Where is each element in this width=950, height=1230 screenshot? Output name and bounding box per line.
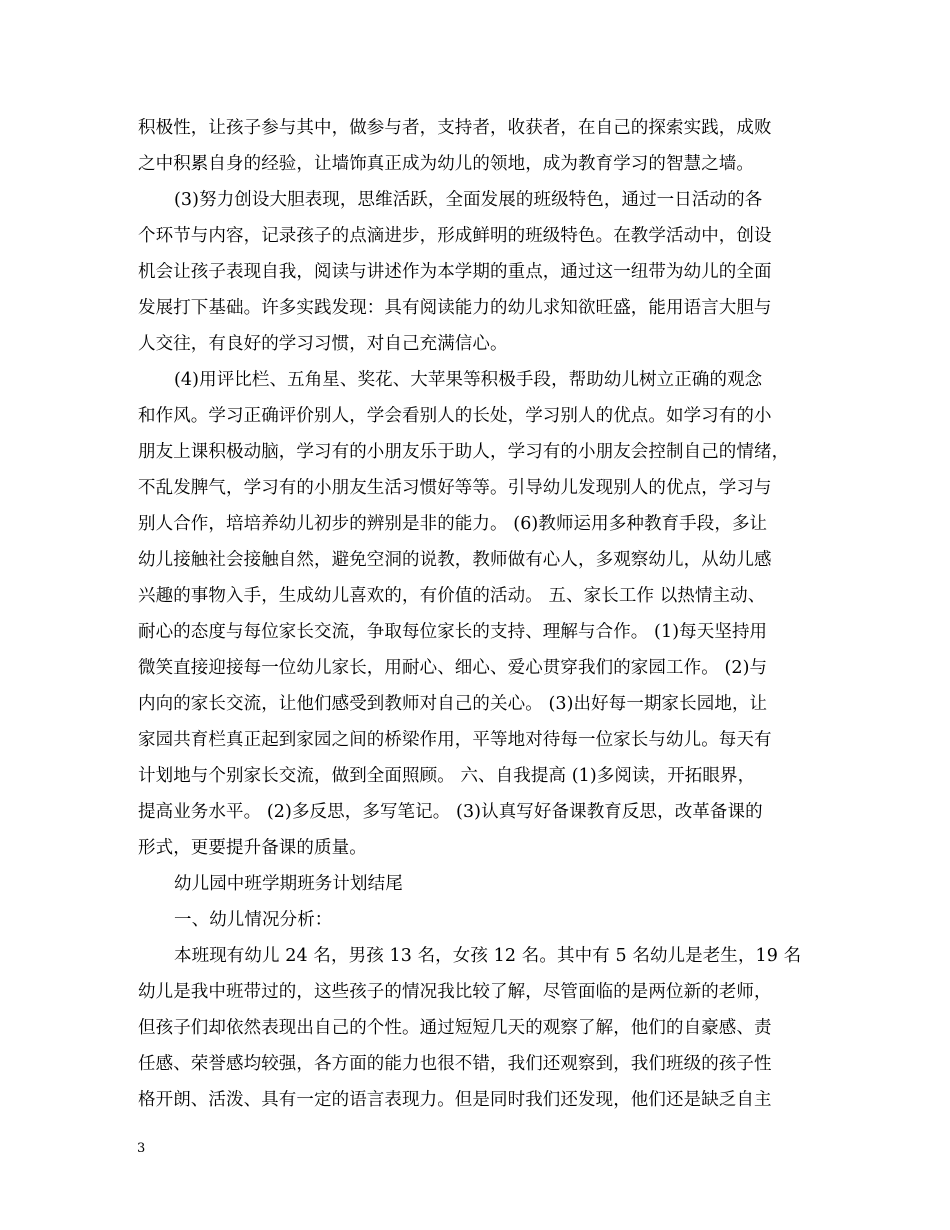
- body-text-line: 幼儿是我中班带过的，这些孩子的情况我比较了解，尽管面临的是两位新的老师，: [138, 982, 772, 1002]
- body-text-line: 家园共育栏真正起到家园之间的桥梁作用，平等地对待每一位家长与幼儿。每天有: [138, 730, 772, 750]
- body-text-line: 格开朗、活泼、具有一定的语言表现力。但是同时我们还发现，他们还是缺乏自主: [138, 1090, 772, 1110]
- body-text-line: 不乱发脾气，学习有的小朋友生活习惯好等等。引导幼儿发现别人的优点，学习与: [138, 478, 772, 498]
- body-text-line: 个环节与内容，记录孩子的点滴进步，形成鲜明的班级特色。在教学活动中，创设: [138, 226, 772, 246]
- body-text-line: 提高业务水平。 (2)多反思，多写笔记。 (3)认真写好备课教育反思，改革备课的: [138, 802, 763, 822]
- section-heading: 幼儿园中班学期班务计划结尾: [174, 874, 403, 894]
- body-text-line: 兴趣的事物入手，生成幼儿喜欢的，有价值的活动。 五、家长工作 以热情主动、: [138, 586, 766, 606]
- body-text-line: 发展打下基础。许多实践发现：具有阅读能力的幼儿求知欲旺盛，能用语言大胆与: [138, 298, 772, 318]
- body-text-line: 别人合作，培培养幼儿初步的辨别是非的能力。 (6)教师运用多种教育手段，多让: [138, 514, 768, 534]
- body-text-line: 形式，更要提升备课的质量。: [138, 838, 367, 858]
- section-subheading: 一、幼儿情况分析：: [174, 910, 333, 930]
- body-text-line: 计划地与个别家长交流，做到全面照顾。 六、自我提高 (1)多阅读，开拓眼界，: [138, 766, 756, 786]
- body-text-line: 之中积累自身的经验，让墙饰真正成为幼儿的领地，成为教育学习的智慧之墙。: [138, 154, 754, 174]
- body-text-line: 积极性，让孩子参与其中，做参与者，支持者，收获者，在自己的探索实践，成败: [138, 118, 772, 138]
- body-text-line: 本班现有幼儿 24 名，男孩 13 名，女孩 12 名。其中有 5 名幼儿是老生，19 名: [174, 946, 802, 966]
- body-text-line: 机会让孩子表现自我，阅读与讲述作为本学期的重点，通过这一纽带为幼儿的全面: [138, 262, 772, 282]
- body-text-line: 内向的家长交流，让他们感受到教师对自己的关心。 (3)出好每一期家长园地，让: [138, 694, 768, 714]
- page-number: 3: [137, 1141, 146, 1156]
- body-text-line: 人交往，有良好的学习习惯，对自己充满信心。: [138, 334, 508, 354]
- body-text-line: 微笑直接迎接每一位幼儿家长，用耐心、细心、爱心贯穿我们的家园工作。 (2)与: [138, 658, 768, 678]
- body-text-line: (4)用评比栏、五角星、奖花、大苹果等积极手段，帮助幼儿树立正确的观念: [174, 370, 763, 390]
- body-text-line: (3)努力创设大胆表现，思维活跃，全面发展的班级特色，通过一日活动的各: [174, 190, 763, 210]
- body-text-line: 但孩子们却依然表现出自己的个性。通过短短几天的观察了解，他们的自豪感、责: [138, 1018, 772, 1038]
- body-text-line: 任感、荣誉感均较强，各方面的能力也很不错，我们还观察到，我们班级的孩子性: [138, 1054, 772, 1074]
- body-text-line: 耐心的态度与每位家长交流，争取每位家长的支持、理解与合作。 (1)每天坚持用: [138, 622, 768, 642]
- body-text-line: 幼儿接触社会接触自然，避免空洞的说教，教师做有心人，多观察幼儿，从幼儿感: [138, 550, 772, 570]
- body-text-line: 和作风。学习正确评价别人，学会看别人的长处，学习别人的优点。如学习有的小: [138, 406, 772, 426]
- body-text-line: 朋友上课积极动脑，学习有的小朋友乐于助人，学习有的小朋友会控制自己的情绪，: [138, 442, 790, 462]
